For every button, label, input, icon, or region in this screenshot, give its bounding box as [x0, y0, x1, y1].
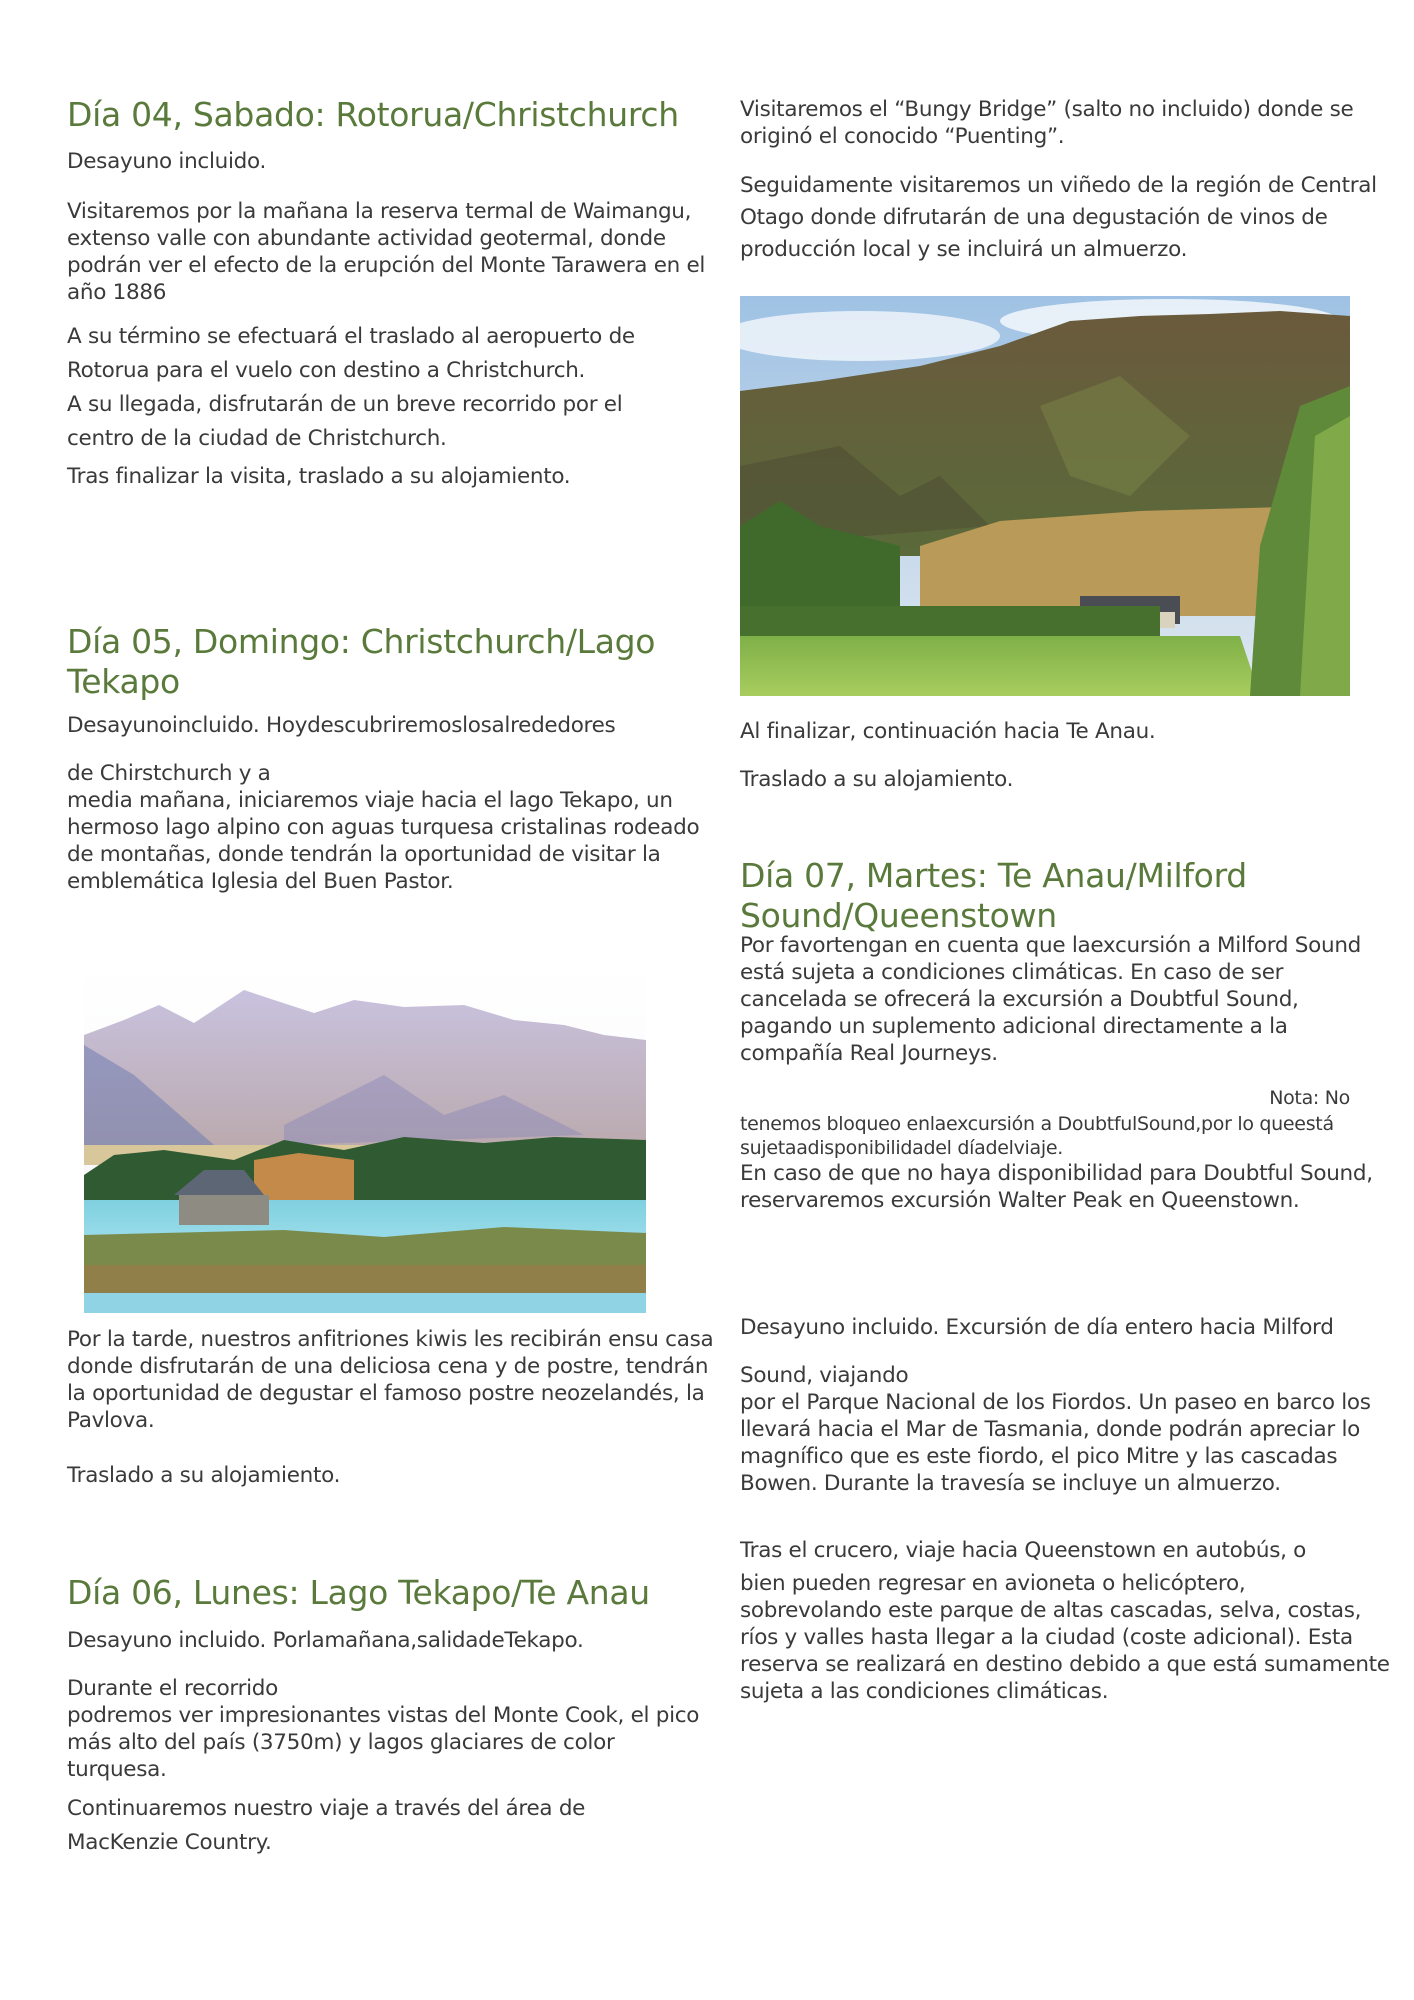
- day04-paragraph-transfer: [67, 320, 727, 388]
- day06-mackenzie-line2: MacKenzie Country.: [67, 1830, 272, 1855]
- day06-paragraph-end: Traslado a su alojamiento.: [740, 767, 1014, 792]
- day06-mackenzie-line1: Continuaremos nuestro viaje a través del área de: [67, 1796, 586, 1821]
- day06-route-rest: podremos ver impresionantes vistas del Monte Cook, el pico más alto del país (3750m) y lagos glaciares de color turquesa.: [67, 1703, 700, 1782]
- day06-paragraph-mackenzie: [67, 1792, 727, 1860]
- day05-paragraph-tekapo: [67, 760, 717, 895]
- day07-heading-line1: Día 07, Martes: Te Anau/Milford: [740, 856, 1247, 895]
- day07-paragraph-weather: Por favortengan en cuenta que laexcursión a Milford Sound está sujeta a condiciones climáticas. En caso de ser cancelada se ofrecerá la excursión a Doubtful Sound, pagando un suplemento adicional directamente a la compañía Real Journeys.: [740, 933, 1362, 1066]
- day04-transfer-line1: A su término se efectuará el traslado al aeropuerto de: [67, 324, 635, 349]
- day07-paragraph-excursion-line1: Desayuno incluido. Excursión de día entero hacia Milford: [740, 1315, 1334, 1340]
- day04-paragraph-waimangu: Visitaremos por la mañana la reserva termal de Waimangu, extenso valle con abundante actividad geotermal, donde podrán ver el efecto de la erupción del Monte Tarawera en el año 1886: [67, 199, 706, 305]
- day04-arrival-line1: A su llegada, disfrutarán de un breve recorrido por el: [67, 392, 623, 417]
- day07-paragraph-cruise-line1: Tras el crucero, viaje hacia Queenstown en autobús, o: [740, 1538, 1307, 1563]
- day05-heading-line2: Tekapo: [67, 662, 180, 701]
- day06-paragraph-route: [67, 1675, 717, 1783]
- day07-heading-line2: Sound/Queenstown: [740, 896, 1057, 935]
- day07-paragraph-cruise: bien pueden regresar en avioneta o helicóptero, sobrevolando este parque de altas cascadas, selva, costas, ríos y valles hasta llegar a la ciudad (coste adicional). Esta reserva se realizará en destino debido a que está sumamente sujeta a las condiciones climáticas.: [740, 1571, 1390, 1704]
- day07-excursion-line2: Sound, viajando: [740, 1363, 909, 1388]
- day04-paragraph-arrival: [67, 388, 727, 456]
- day04-breakfast: Desayuno incluido.: [67, 149, 266, 174]
- day06-paragraph-vineyard: Seguidamente visitaremos un viñedo de la región de Central Otago donde difrutarán de una degustación de vinos de producción local y se incluirá un almuerzo.: [740, 173, 1377, 262]
- day06-paragraph-bungy: Visitaremos el “Bungy Bridge” (salto no incluido) donde se originó el conocido “Puenting”.: [740, 97, 1354, 149]
- day07-note-text: tenemos bloqueo enlaexcursión a DoubtfulSound,por lo queestá sujetaadisponibilidadel díadelviaje.: [740, 1113, 1334, 1159]
- day07-excursion-rest: por el Parque Nacional de los Fiordos. Un paseo en barco los llevará hacia el Mar de Tasmania, donde podrán apreciar lo magnífico que es este fiordo, el pico Mitre y las cascadas Bowen. Durante la travesía se incluye un almuerzo.: [740, 1390, 1371, 1496]
- day04-heading: Día 04, Sabado: Rotorua/Christchurch: [67, 95, 679, 134]
- day07-paragraph-excursion: [740, 1362, 1390, 1497]
- day06-route-line1: Durante el recorrido: [67, 1676, 278, 1701]
- day06-heading: Día 06, Lunes: Lago Tekapo/Te Anau: [67, 1573, 650, 1612]
- central-otago-vineyard-photo: [740, 296, 1350, 696]
- day07-heading: [740, 856, 1390, 936]
- day06-breakfast: Desayuno incluido. Porlamañana,salidadeTekapo.: [67, 1628, 584, 1653]
- day04-arrival-line2: centro de la ciudad de Christchurch.: [67, 426, 447, 451]
- day05-heading-line1: Día 05, Domingo: Christchurch/Lago: [67, 622, 656, 661]
- day05-paragraph-dinner: Por la tarde, nuestros anfitriones kiwis les recibirán ensu casa donde disfrutarán de una deliciosa cena y de postre, tendrán la oportunidad de degustar el famoso postre neozelandés, la Pavlova.: [67, 1327, 714, 1433]
- day05-tekapo-line1: de Chirstchurch y a: [67, 761, 271, 786]
- day05-breakfast: Desayunoincluido. Hoydescubriremoslosalrededores: [67, 713, 616, 738]
- day05-tekapo-rest: media mañana, iniciaremos viaje hacia el lago Tekapo, un hermoso lago alpino con aguas turquesa cristalinas rodeado de montañas, donde tendrán la oportunidad de visitar la emblemática Iglesia del Buen Pastor.: [67, 788, 700, 894]
- day05-heading: [67, 622, 727, 702]
- day07-paragraph-walter-peak: En caso de que no haya disponibilidad para Doubtful Sound, reservaremos excursión Walter Peak en Queenstown.: [740, 1161, 1373, 1213]
- day07-note-label: Nota: No: [1269, 1087, 1350, 1109]
- lake-tekapo-church-photo: [84, 965, 646, 1313]
- day04-transfer-line2: Rotorua para el vuelo con destino a Christchurch.: [67, 358, 586, 383]
- day06-paragraph-continue: Al finalizar, continuación hacia Te Anau.: [740, 719, 1156, 744]
- day05-paragraph-end: Traslado a su alojamiento.: [67, 1463, 341, 1488]
- day04-paragraph-end: Tras finalizar la visita, traslado a su alojamiento.: [67, 464, 571, 489]
